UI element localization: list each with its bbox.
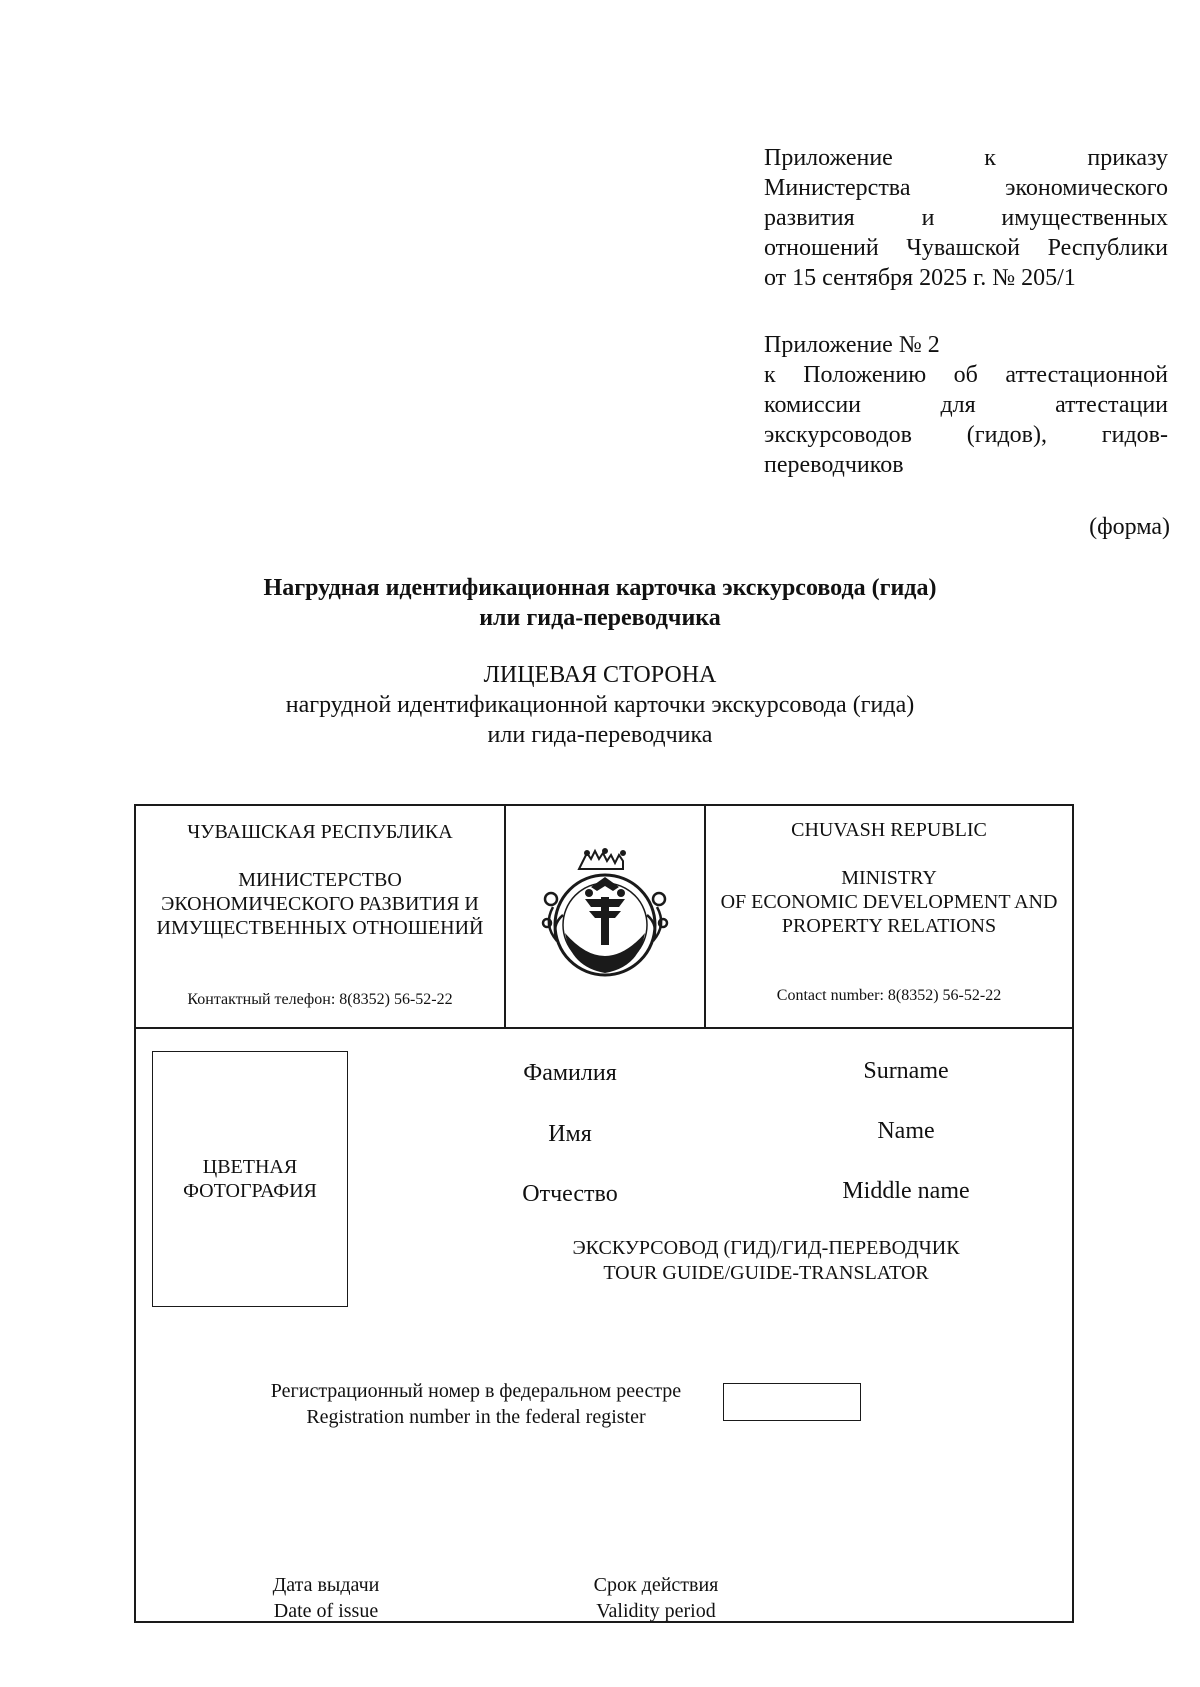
ministry-name-en <box>706 866 1072 938</box>
validity-period-label <box>556 1572 756 1624</box>
registration-number-box <box>723 1383 861 1421</box>
emblem-cell <box>506 806 704 1027</box>
appendix1-line: от 15 сентября 2025 г. № 205/1 <box>764 265 1076 291</box>
appendix2-line: к Положению об аттестационной <box>764 362 1168 388</box>
side-heading: ЛИЦЕВАЯ СТОРОНА <box>483 662 717 688</box>
validity-en: Validity period <box>596 1600 716 1622</box>
republic-name-en: CHUVASH REPUBLIC <box>791 819 987 841</box>
issue-date-ru: Дата выдачи <box>272 1574 380 1596</box>
card-header <box>136 806 1072 1029</box>
ministry-en-line: MINISTRY <box>841 867 937 889</box>
photo-label-line: ФОТОГРАФИЯ <box>183 1180 317 1202</box>
ministry-ru-line: ИМУЩЕСТВЕННЫХ ОТНОШЕНИЙ <box>156 917 484 939</box>
appendix2-line: переводчиков <box>764 452 904 478</box>
role-block <box>476 1236 1056 1286</box>
appendix1-line: Министерства экономического <box>764 175 1168 201</box>
registration-label-en: Registration number in the federal register <box>306 1406 646 1428</box>
middle-name-label-ru: Отчество <box>522 1181 618 1207</box>
registration-label-ru: Регистрационный номер в федеральном реестре <box>270 1380 682 1402</box>
chuvash-emblem-icon <box>539 847 671 987</box>
ministry-ru-line: МИНИСТЕРСТВО <box>238 869 402 891</box>
name-label-en: Name <box>877 1118 935 1144</box>
title-line-1: Нагрудная идентификационная карточка экскурсовода (гида) <box>263 575 937 601</box>
appendix2-line: комиссии для аттестации <box>764 392 1168 418</box>
ministry-en-line: OF ECONOMIC DEVELOPMENT AND <box>720 891 1058 913</box>
side-caption <box>150 660 1050 750</box>
ministry-name-ru <box>136 868 504 940</box>
appendix-order-reference <box>764 143 1168 293</box>
appendix2-line: Приложение № 2 <box>764 332 940 358</box>
middle-name-label-en: Middle name <box>842 1178 970 1204</box>
side-line-2: или гида-переводчика <box>487 722 713 748</box>
badge-card <box>134 804 1074 1623</box>
title-line-2: или гида-переводчика <box>479 605 721 631</box>
role-ru: ЭКСКУРСОВОД (ГИД)/ГИД-ПЕРЕВОДЧИК <box>572 1237 960 1259</box>
issue-date-en: Date of issue <box>273 1600 379 1622</box>
form-label: (форма) <box>1089 514 1170 540</box>
contact-phone-ru: Контактный телефон: 8(8352) 56-52-22 <box>187 991 453 1008</box>
surname-label-ru: Фамилия <box>523 1060 617 1086</box>
appendix1-line: Приложение к приказу <box>764 145 1168 171</box>
document-title <box>150 573 1050 633</box>
side-line-1: нагрудной идентификационной карточки экскурсовода (гида) <box>285 692 915 718</box>
registration-label <box>236 1378 716 1430</box>
surname-label-en: Surname <box>863 1058 949 1084</box>
appendix2-line: экскурсоводов (гидов), гидов- <box>764 422 1168 448</box>
ministry-ru-line: ЭКОНОМИЧЕСКОГО РАЗВИТИЯ И <box>161 893 479 915</box>
issue-date-label <box>236 1572 416 1624</box>
appendix1-line: отношений Чувашской Республики <box>764 235 1168 261</box>
appendix1-line: развития и имущественных <box>764 205 1168 231</box>
photo-label-line: ЦВЕТНАЯ <box>202 1156 298 1178</box>
ministry-en-line: PROPERTY RELATIONS <box>781 915 997 937</box>
appendix-regulation-reference <box>764 330 1168 480</box>
role-en: TOUR GUIDE/GUIDE-TRANSLATOR <box>603 1262 929 1284</box>
validity-ru: Срок действия <box>593 1574 719 1596</box>
contact-phone-en: Contact number: 8(8352) 56-52-22 <box>776 987 1002 1004</box>
name-label-ru: Имя <box>548 1121 592 1147</box>
republic-name-ru: ЧУВАШСКАЯ РЕСПУБЛИКА <box>187 821 453 843</box>
photo-placeholder <box>152 1051 348 1307</box>
